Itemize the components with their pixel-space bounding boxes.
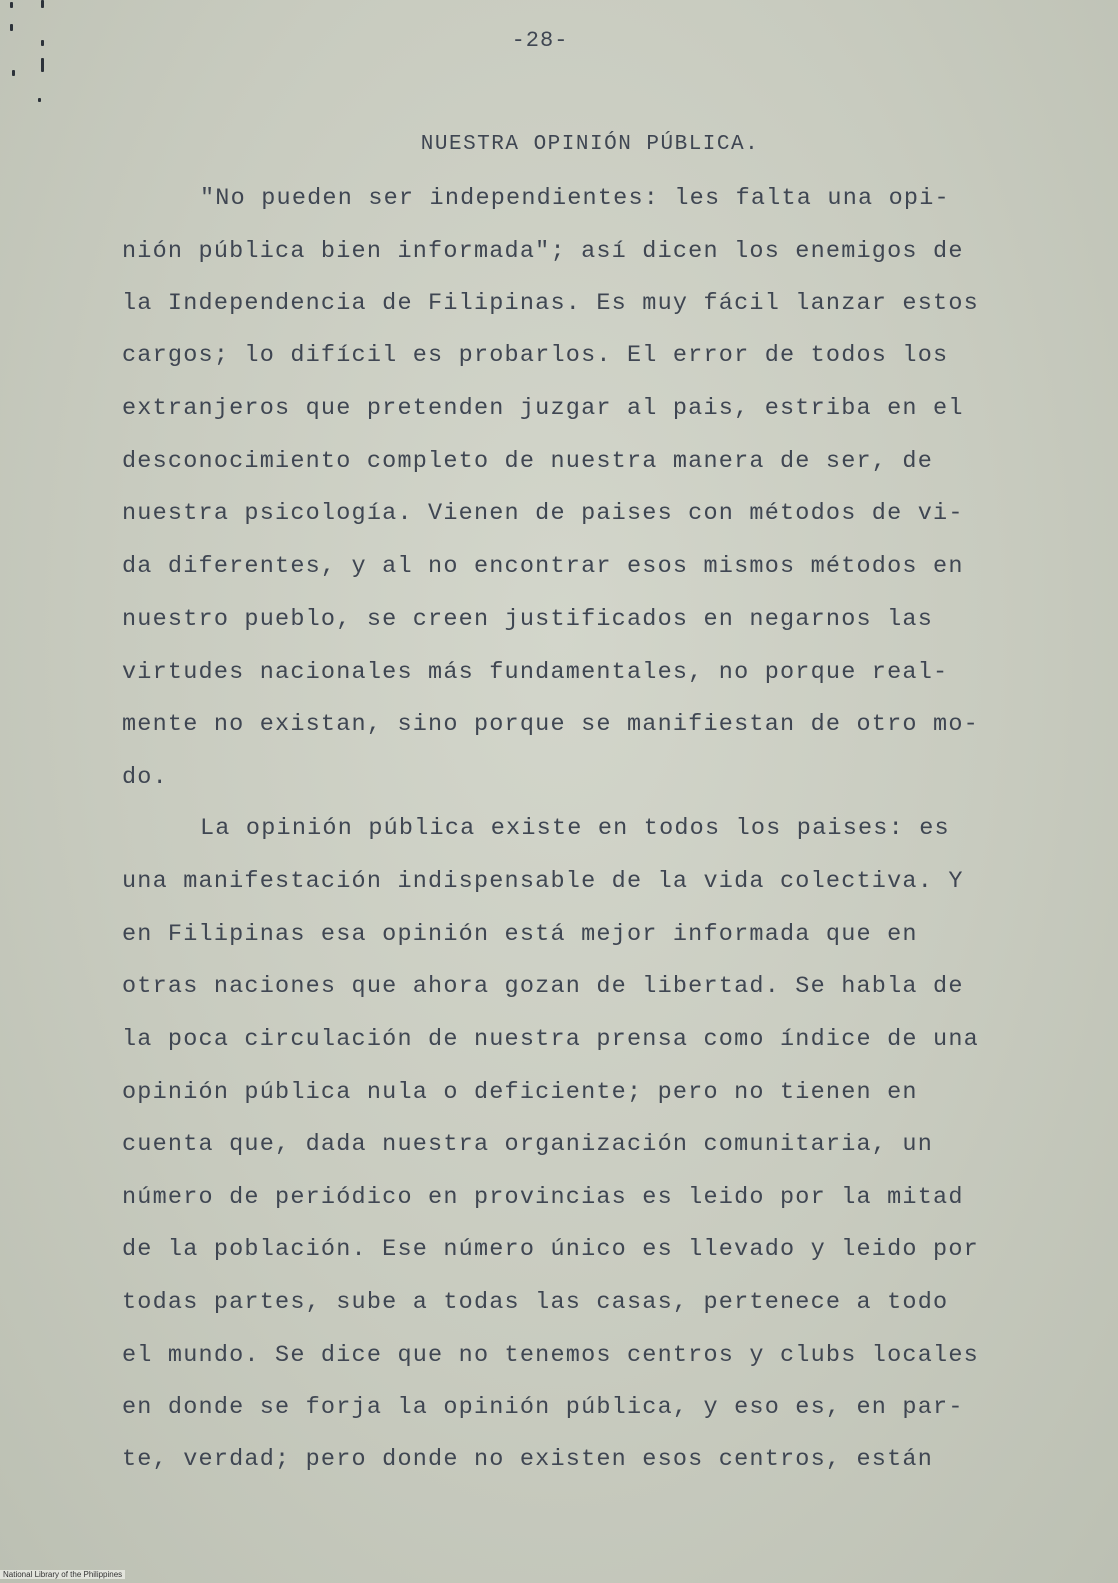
text-line: de la población. Ese número único es llevado y leido por [122, 1236, 979, 1263]
ink-mark [41, 58, 44, 72]
text-line: nión pública bien informada"; así dicen los enemigos de [122, 238, 964, 265]
text-line: en Filipinas esa opinión está mejor informada que en [122, 921, 918, 948]
text-line: cuenta que, dada nuestra organización comunitaria, un [122, 1131, 934, 1158]
text-line: te, verdad; pero donde no existen esos centros, están [122, 1446, 934, 1473]
page-number: -28- [511, 28, 569, 53]
ink-mark [41, 0, 44, 8]
text-line: da diferentes, y al no encontrar esos mismos métodos en [122, 553, 964, 580]
text-line: otras naciones que ahora gozan de libertad. Se habla de [122, 973, 964, 1000]
text-line: en donde se forja la opinión pública, y eso es, en par- [122, 1394, 964, 1421]
text-line: una manifestación indispensable de la vida colectiva. Y [122, 868, 964, 895]
text-line: La opinión pública existe en todos los paises: es [200, 815, 950, 842]
footer-credit: National Library of the Philippines [0, 1570, 125, 1579]
text-line: todas partes, sube a todas las casas, pertenece a todo [122, 1289, 949, 1316]
text-line: la Independencia de Filipinas. Es muy fácil lanzar estos [122, 290, 979, 317]
text-line: extranjeros que pretenden juzgar al pais, estriba en el [122, 395, 964, 422]
text-line: nuestro pueblo, se creen justificados en negarnos las [122, 606, 934, 633]
text-line: nuestra psicología. Vienen de paises con métodos de vi- [122, 500, 964, 527]
text-line: virtudes nacionales más fundamentales, no porque real- [122, 659, 949, 686]
text-line: "No pueden ser independientes: les falta una opi- [200, 185, 950, 212]
text-line: cargos; lo difícil es probarlos. El error de todos los [122, 342, 949, 369]
ink-mark [38, 98, 41, 102]
text-line: mente no existan, sino porque se manifiestan de otro mo- [122, 711, 979, 738]
document-title: NUESTRA OPINIÓN PÚBLICA. [420, 133, 760, 156]
text-line: do. [122, 764, 168, 791]
text-line: opinión pública nula o deficiente; pero no tienen en [122, 1079, 918, 1106]
text-line: el mundo. Se dice que no tenemos centros y clubs locales [122, 1342, 979, 1369]
margin-marks [8, 0, 48, 110]
text-line: número de periódico en provincias es leido por la mitad [122, 1184, 964, 1211]
text-line: desconocimiento completo de nuestra manera de ser, de [122, 448, 934, 475]
ink-mark [12, 70, 15, 76]
ink-mark [10, 2, 13, 8]
text-line: la poca circulación de nuestra prensa como índice de una [122, 1026, 979, 1053]
